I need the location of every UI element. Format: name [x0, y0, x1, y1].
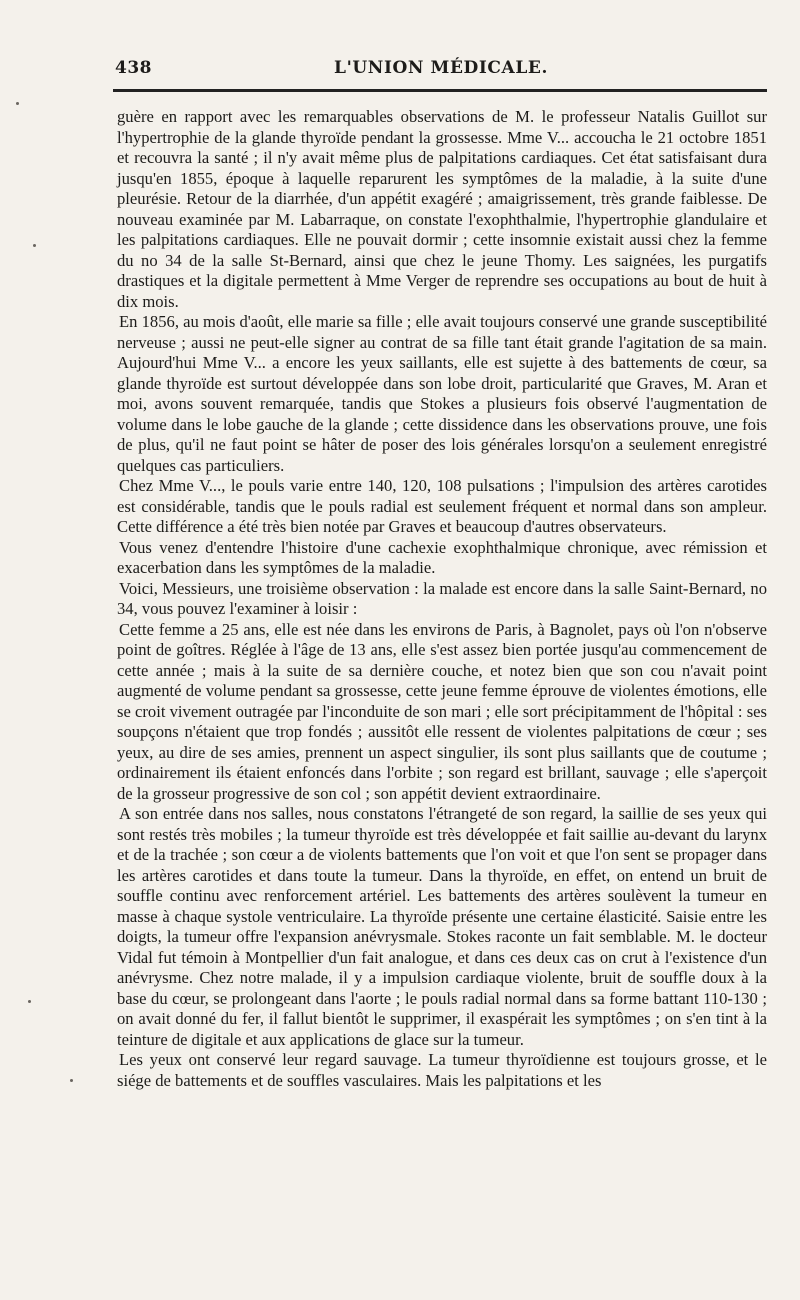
paragraph-7: A son entrée dans nos salles, nous constatons l'étrangeté de son regard, la saillie de ses yeux qui sont restés très mobiles ; la tumeur thyroïde est très développée et fait saillie au-devant du larynx et de la trachée ; son cœur a de violents battements que l'on voit et que l'on sent se propager dans les artères carotides et dans toute la tumeur. Dans la thyroïde, en effet, on entend un bruit de souffle continu avec renforcement artériel. Les battements des artères soulèvent la tumeur en masse à chaque systole ventriculaire. La thyroïde présente une certaine élasticité. Saisie entre les doigts, la tumeur offre l'expansion anévrysmale. Stokes raconte un fait semblable. M. le docteur Vidal fut témoin à Montpellier d'un fait analogue, et dans ces deux cas on crut à l'existence d'un anévrysme. Chez notre malade, il y a impulsion cardiaque violente, bruit de souffle doux à la base du cœur, se prolongeant dans l'aorte ; le pouls radial normal dans sa forme battant 110-130 ; on avait donné du fer, il fallut bientôt le supprimer, il exaspérait les symptômes ; on s'en tint à la teinture de digitale et aux applications de glace sur la tumeur. — [117, 804, 767, 1049]
paragraph-8: Les yeux ont conservé leur regard sauvage. La tumeur thyroïdienne est toujours grosse, et le siége de battements et de souffles vasculaires. Mais les palpitations et les — [117, 1050, 767, 1090]
paragraph-5: Voici, Messieurs, une troisième observation : la malade est encore dans la salle Saint-Bernard, no 34, vous pouvez l'examiner à loisir : — [117, 578, 767, 618]
paragraph-2: En 1856, au mois d'août, elle marie sa fille ; elle avait toujours conservé une grande susceptibilité nerveuse ; aussi ne peut-elle signer au contrat de sa fille tant était grande l'agitation de sa main. Aujourd'hui Mme V... a encore les yeux saillants, elle est sujette à des battements de cœur, sa glande thyroïde est surtout développée dans son lobe droit, particularité que Graves, M. Aran et moi, avons souvent remarquée, tandis que Stokes a plusieurs fois observé l'augmentation de volume dans le lobe gauche de la glande ; cette dissidence dans les observations prouve, une fois de plus, qu'il ne faut point se hâter de poser des lois générales lorsqu'on a seulement enregistré quelques cas particuliers. — [117, 312, 767, 475]
article-body — [117, 107, 767, 1257]
page-number: 438 — [115, 58, 152, 78]
margin-speck — [28, 1000, 31, 1003]
margin-speck — [16, 102, 19, 105]
header-rule — [113, 89, 767, 92]
journal-title: L'UNION MÉDICALE. — [334, 58, 548, 78]
margin-speck — [33, 244, 36, 247]
paragraph-4: Vous venez d'entendre l'histoire d'une cachexie exophthalmique chronique, avec rémission et exacerbation dans les symptômes de la maladie. — [117, 537, 767, 577]
margin-speck — [70, 1079, 73, 1082]
paragraph-6: Cette femme a 25 ans, elle est née dans les environs de Paris, à Bagnolet, pays où l'on n'observe point de goîtres. Réglée à l'âge de 13 ans, elle s'est assez bien portée jusqu'au commencement de cette année ; mais à la suite de sa dernière couche, et notez bien que son cou n'avait point augmenté de volume pendant sa grossesse, cette jeune femme éprouve de violentes émotions, elle se croit vivement outragée par l'inconduite de son mari ; elle sort précipitamment de l'hôpital : ses soupçons n'étaient que trop fondés ; aussitôt elle ressent de violentes palpitations de cœur ; ses yeux, au dire de ses amies, prennent un aspect singulier, ils sont plus saillants que de coutume ; ordinairement ils étaient enfoncés dans l'orbite ; son regard est brillant, sauvage ; elle s'aperçoit de la grosseur progressive de son col ; son appétit devient extraordinaire. — [117, 619, 767, 803]
running-head — [115, 58, 767, 88]
paragraph-1: guère en rapport avec les remarquables observations de M. le professeur Natalis Guillot sur l'hypertrophie de la glande thyroïde pendant la grossesse. Mme V... accoucha le 21 octobre 1851 et recouvra la santé ; il n'y avait même plus de palpitations cardiaques. Cet état satisfaisant dura jusqu'en 1855, époque à laquelle reparurent les symptômes de la maladie, à la suite d'une pleurésie. Retour de la diarrhée, d'un appétit exagéré ; amaigrissement, très grande faiblesse. De nouveau examinée par M. Labarraque, on constate l'exophthalmie, l'hypertrophie glandulaire et les palpitations cardiaques. Elle ne pouvait dormir ; cette insomnie existait aussi chez la femme du no 34 de la salle St-Bernard, ainsi que chez le jeune Thomy. Les saignées, les purgatifs drastiques et la digitale permettent à Mme Verger de reprendre ses occupations au bout de huit à dix mois. — [117, 107, 767, 311]
paragraph-3: Chez Mme V..., le pouls varie entre 140, 120, 108 pulsations ; l'impulsion des artères carotides est considérable, tandis que le pouls radial est seulement fréquent et normal dans son ampleur. Cette différence a été très bien notée par Graves et beaucoup d'autres observateurs. — [117, 476, 767, 536]
